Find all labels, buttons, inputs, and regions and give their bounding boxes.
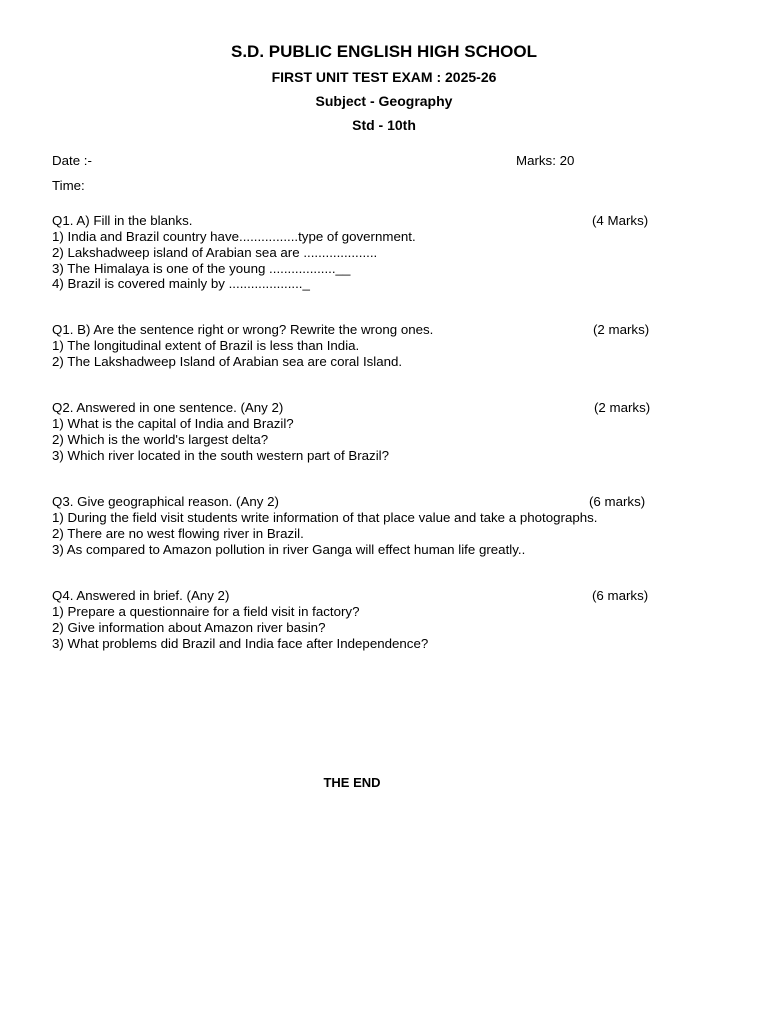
question-block (52, 494, 662, 557)
question-marks: (6 marks) (592, 588, 649, 603)
marks-total: Marks: 20 (516, 153, 575, 168)
time-label: Time: (52, 178, 85, 193)
question-title: Q1. B) Are the sentence right or wrong? Rewrite the wrong ones. (52, 322, 434, 337)
question-item: 1) Prepare a questionnaire for a field visit in factory? (52, 604, 360, 619)
exam-title: FIRST UNIT TEST EXAM : 2025-26 (271, 69, 497, 85)
question-item: 3) Which river located in the south western part of Brazil? (52, 447, 390, 463)
date-label: Date :- (52, 153, 92, 168)
question-marks: (2 marks) (593, 322, 650, 337)
subject-title: Subject - Geography (315, 93, 453, 109)
question-item: 1) The longitudinal extent of Brazil is less than India. (52, 338, 360, 353)
question-item: 1) During the field visit students write information of that place value and take a photographs. (52, 510, 598, 525)
question-item: 2) Which is the world's largest delta? (52, 431, 269, 447)
question-item: 1) What is the capital of India and Brazil? (52, 416, 294, 431)
question-item: 2) The Lakshadweep Island of Arabian sea are coral Island. (52, 353, 403, 369)
question-item: 3) What problems did Brazil and India face after Independence? (52, 635, 429, 651)
end-marker: THE END (323, 775, 381, 790)
question-item: 3) The Himalaya is one of the young ..................__ (52, 260, 351, 276)
question-marks: (6 marks) (589, 494, 646, 509)
question-item: 2) Lakshadweep island of Arabian sea are .................... (52, 244, 378, 260)
question-title: Q3. Give geographical reason. (Any 2) (52, 494, 279, 509)
question-block (52, 588, 662, 651)
question-title: Q2. Answered in one sentence. (Any 2) (52, 400, 284, 415)
question-item: 2) There are no west flowing river in Brazil. (52, 525, 304, 541)
question-marks: (2 marks) (594, 400, 651, 415)
question-block (52, 213, 662, 292)
question-item: 4) Brazil is covered mainly by ...................._ (52, 276, 310, 292)
question-title: Q4. Answered in brief. (Any 2) (52, 588, 230, 603)
school-name: S.D. PUBLIC ENGLISH HIGH SCHOOL (230, 42, 538, 61)
question-item: 3) As compared to Amazon pollution in river Ganga will effect human life greatly.. (52, 541, 526, 557)
question-block (52, 400, 662, 463)
question-title: Q1. A) Fill in the blanks. (52, 213, 193, 228)
question-marks: (4 Marks) (592, 213, 649, 228)
question-item: 2) Give information about Amazon river basin? (52, 619, 326, 635)
question-block (52, 322, 662, 370)
question-item: 1) India and Brazil country have................type of government. (52, 229, 416, 244)
standard-title: Std - 10th (352, 117, 416, 133)
